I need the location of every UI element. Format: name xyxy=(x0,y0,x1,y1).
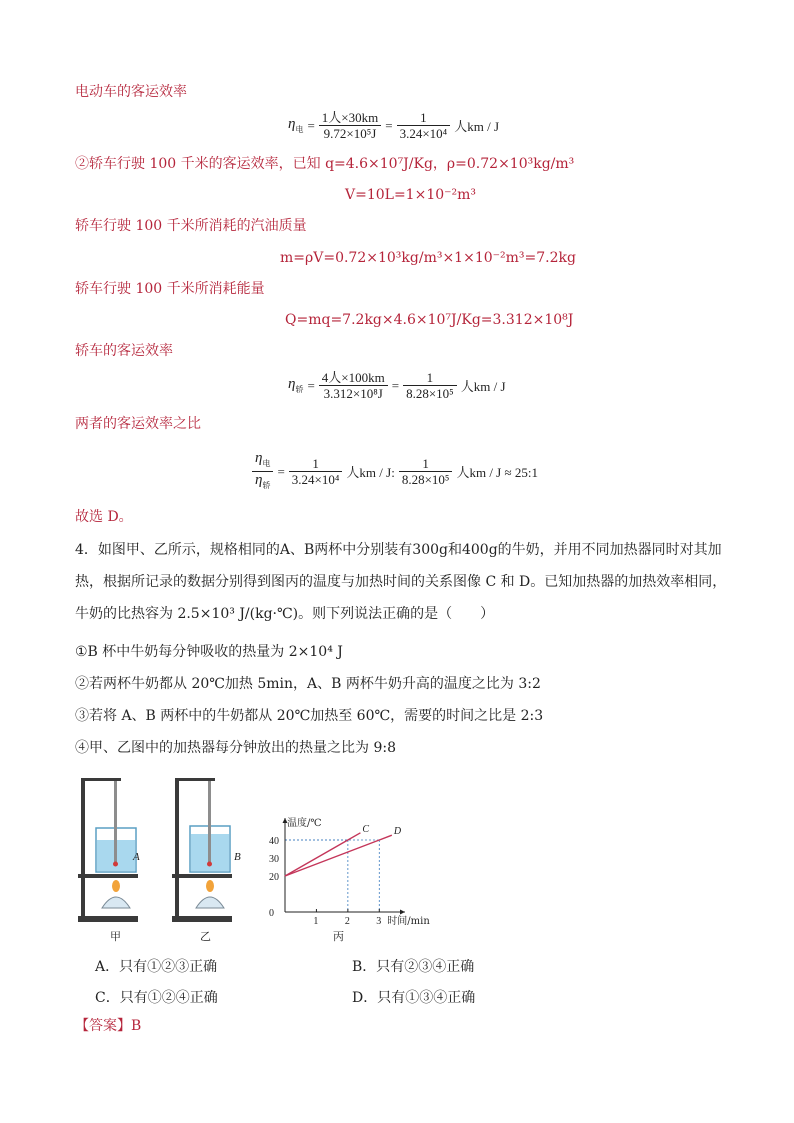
series-label-d: D xyxy=(393,826,402,838)
unit-text: 人km / J xyxy=(454,119,500,134)
solution-line-9: 两者的客运效率之比 xyxy=(75,416,201,432)
solution-line-4: 轿车行驶 100 千米所消耗的汽油质量 xyxy=(75,218,307,234)
thermometer xyxy=(208,781,211,863)
caption-bing: 丙 xyxy=(333,930,344,943)
y-axis-label: 温度/℃ xyxy=(287,818,322,829)
y-tick-label: 20 xyxy=(269,872,279,883)
fraction xyxy=(403,370,457,401)
option-a[interactable]: A．只有①②③正确 xyxy=(95,959,218,975)
chart-ticks xyxy=(269,836,381,927)
statement-4: ④甲、乙图中的加热器每分钟放出的热量之比为 9:8 xyxy=(75,740,396,756)
alcohol-lamp xyxy=(102,897,130,908)
option-c[interactable]: C．只有①②④正确 xyxy=(95,990,218,1006)
stand-arm xyxy=(81,778,121,781)
equation-eta-car: $\eta_轿$ = $\frac{\text{4人×100km}}{\text{3.312×10⁸J}}$ = $\frac{1}{\text{8.28×10⁵}}$ 人km / J xyxy=(288,370,506,401)
apparatus-figure xyxy=(60,768,270,948)
fraction xyxy=(397,110,451,141)
y-tick-label: 40 xyxy=(269,836,279,847)
caption-jia: 甲 xyxy=(110,930,121,943)
ring-support xyxy=(78,874,138,878)
fraction-denominator: 9.72×10⁵J xyxy=(323,126,377,141)
question-paragraph-line-3: 牛奶的比热容为 2.5×10³ J/(kg·℃)。则下列说法正确的是（ ） xyxy=(75,606,495,622)
label-b: B xyxy=(234,851,241,863)
solution-line-6: 轿车行驶 100 千米所消耗能量 xyxy=(75,281,265,297)
equation-eta-electric: $\eta_电$ = $\frac{\text{1人×30km}}{\text{9.72×10⁵J}}$ = $\frac{1}{\text{3.24×10⁴}}$ 人km / J xyxy=(288,110,500,141)
fraction-denominator: 3.24×10⁴ xyxy=(399,126,448,141)
fraction xyxy=(319,370,388,401)
stand-arm xyxy=(175,778,215,781)
unit-text: 人km / J xyxy=(460,379,506,394)
fraction-numerator: 4人×100km xyxy=(319,370,388,386)
fraction-denominator: 3.24×10⁴ xyxy=(291,472,340,487)
fraction-denominator: 8.28×10⁵ xyxy=(401,472,450,487)
eta-ratio-fraction xyxy=(252,450,273,493)
caption-yi: 乙 xyxy=(200,930,211,943)
label-a: A xyxy=(133,851,140,863)
solution-line-8: 轿车的客运效率 xyxy=(75,343,173,359)
thermometer-bulb xyxy=(207,862,212,867)
thermometer xyxy=(114,781,117,863)
stand-rod xyxy=(81,778,85,918)
eta-subscript: 电 xyxy=(295,125,304,134)
solution-line-2: ②轿车行驶 100 千米的客运效率，已知 q=4.6×10⁷J/Kg，ρ=0.72×10³kg/m³ xyxy=(75,156,575,172)
option-d[interactable]: D．只有①③④正确 xyxy=(352,990,476,1006)
flame-icon xyxy=(206,880,214,892)
equation-ratio: $\frac{\eta_电}{\eta_轿}$ = $\frac{1}{\text{3.24×10⁴}}$ 人km / J: $\frac{1}{\text{8.28×10⁵}}$ 人km / J ≈ 25:1 xyxy=(252,450,538,493)
ring-support xyxy=(172,874,232,878)
eta-subscript: 电 xyxy=(262,459,271,468)
x-axis-arrow xyxy=(400,910,405,915)
solution-line-1: 电动车的客运效率 xyxy=(75,84,187,100)
answer-label: 【答案】B xyxy=(75,1018,142,1034)
series-line-d xyxy=(285,835,392,876)
fraction-numerator: 1人×30km xyxy=(319,110,381,126)
apparatus-jia xyxy=(78,778,140,943)
fraction xyxy=(399,456,453,487)
eta-subscript: 轿 xyxy=(295,385,304,394)
alcohol-lamp xyxy=(196,897,224,908)
x-tick-label: 3 xyxy=(376,916,382,927)
eta-symbol: η xyxy=(255,450,263,466)
solution-line-5: m=ρV=0.72×10³kg/m³×1×10⁻²m³=7.2kg xyxy=(280,250,576,266)
statement-2: ②若两杯牛奶都从 20℃加热 5min，A、B 两杯牛奶升高的温度之比为 3:2 xyxy=(75,676,541,692)
fraction-numerator: 1 xyxy=(399,456,453,472)
fraction xyxy=(289,456,343,487)
eta-subscript: 轿 xyxy=(262,481,271,490)
x-axis-label: 时间/min xyxy=(387,916,430,927)
fraction-denominator: 3.312×10⁸J xyxy=(323,386,383,401)
x-tick-label: 1 xyxy=(313,916,319,927)
solution-line-3: V=10L=1×10⁻²m³ xyxy=(345,187,477,203)
stand-rod xyxy=(175,778,179,918)
chart-grid xyxy=(285,840,379,912)
statement-3: ③若将 A、B 两杯中的牛奶都从 20℃加热至 60℃，需要的时间之比是 2:3 xyxy=(75,708,544,724)
question-paragraph-line-1: 4．如图甲、乙所示，规格相同的A、B两杯中分别装有300g和400g的牛奶，并用不同加热器同时对其加 xyxy=(75,542,722,558)
eta-symbol: η xyxy=(255,472,263,488)
fraction-numerator: 1 xyxy=(289,456,343,472)
y-tick-label: 0 xyxy=(269,908,274,919)
stand-base xyxy=(78,916,138,922)
unit-text: 人km / J: xyxy=(346,465,395,480)
chart-lines xyxy=(285,824,402,876)
series-label-c: C xyxy=(362,823,370,835)
series-line-c xyxy=(285,833,360,876)
fraction-denominator: 8.28×10⁵ xyxy=(406,386,454,401)
fraction-numerator: 1 xyxy=(397,110,451,126)
flame-icon xyxy=(112,880,120,892)
apparatus-yi xyxy=(172,778,241,943)
question-paragraph-line-2: 热，根据所记录的数据分别得到图丙的温度与加热时间的关系图像 C 和 D。已知加热器的加热效率相同， xyxy=(75,574,727,590)
temperature-time-chart xyxy=(265,812,430,942)
eta-symbol: η xyxy=(288,116,296,132)
x-tick-label: 2 xyxy=(344,916,350,927)
solution-line-7: Q=mq=7.2kg×4.6×10⁷J/Kg=3.312×10⁸J xyxy=(285,312,574,328)
unit-text: 人km / J ≈ 25:1 xyxy=(456,465,538,480)
fraction-numerator: 1 xyxy=(403,370,457,386)
y-tick-label: 30 xyxy=(269,854,279,865)
stand-base xyxy=(172,916,232,922)
solution-conclusion: 故选 D。 xyxy=(75,509,133,525)
statement-1: ①B 杯中牛奶每分钟吸收的热量为 2×10⁴ J xyxy=(75,644,343,660)
fraction xyxy=(319,110,381,141)
thermometer-bulb xyxy=(113,862,118,867)
eta-symbol: η xyxy=(288,376,296,392)
option-b[interactable]: B．只有②③④正确 xyxy=(352,959,475,975)
